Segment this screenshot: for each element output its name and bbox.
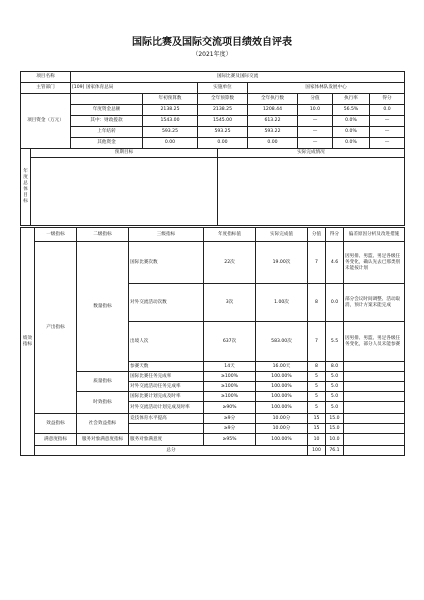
row-actual: 10.00分	[256, 424, 308, 434]
row-got: 10.0	[326, 434, 344, 446]
funds-cell: 0.0%	[333, 138, 370, 149]
h-l2: 二级指标	[77, 228, 129, 242]
row-reason	[344, 392, 405, 402]
funds-header-0	[71, 94, 143, 105]
funds-header-3: 全年执行数	[248, 94, 298, 105]
funds-cell: —	[298, 127, 333, 138]
row-reason	[344, 424, 405, 434]
row-actual: 16.00天	[256, 362, 308, 372]
funds-cell: 0.00	[143, 138, 198, 149]
row-score: 8	[308, 284, 326, 322]
funds-cell: —	[298, 116, 333, 127]
funds-cell: 56.5%	[333, 105, 370, 116]
social-label: 社会效益指标	[77, 414, 129, 434]
project-name-label: 项目名称	[21, 72, 71, 83]
row-name: 服务对象满意度	[129, 434, 204, 446]
row-name: 国际比赛计划完成及时率	[129, 392, 204, 402]
total-got: 76.1	[326, 446, 344, 456]
row-score: 8	[308, 362, 326, 372]
row-score: 15	[308, 414, 326, 424]
expected-text	[31, 158, 218, 226]
funds-cell: 其中：财政拨款	[71, 116, 143, 127]
row-reason	[344, 414, 405, 424]
funds-cell: 其他资金	[71, 138, 143, 149]
row-got: 15.0	[326, 424, 344, 434]
funds-cell: 0.0	[370, 105, 405, 116]
row-got: 4.6	[326, 242, 344, 284]
row-score: 15	[308, 424, 326, 434]
row-reason	[344, 362, 405, 372]
row-got: 0.0	[326, 284, 344, 322]
project-name: 国际比赛及国际交流	[71, 72, 405, 83]
row-target: ≥100%	[204, 382, 256, 392]
impl-label: 实施单位	[198, 83, 248, 94]
row-name: 国际比赛次数	[129, 242, 204, 284]
funds-cell: 10.0	[298, 105, 333, 116]
row-got: 5.0	[326, 382, 344, 392]
goals-label: 年度总体目标	[21, 149, 31, 226]
row-score: 5	[308, 372, 326, 382]
page-subtitle: （2021年度）	[192, 51, 232, 58]
page-title: 国际比赛及国际交流项目绩效自评表	[132, 37, 292, 48]
h-l1: 一级指标	[35, 228, 77, 242]
row-reason: 部分会议时间调整、活动取消，预计方案未能完成	[344, 284, 405, 322]
satisf-l2: 服务对象满意度指标	[77, 434, 129, 446]
funds-cell: 年度资金总额	[71, 105, 143, 116]
h-reason: 偏差原因分析及改进措施	[344, 228, 405, 242]
effect-label: 效益指标	[35, 414, 77, 434]
row-target: 22次	[204, 242, 256, 284]
row-reason: 因男排、男篮、男足各级任务变化，确认先去已那类别未能按计划	[344, 242, 405, 284]
row-target: 3次	[204, 284, 256, 322]
funds-header-1: 年初预算数	[143, 94, 198, 105]
total-score: 100	[308, 446, 326, 456]
funds-label: 项目资金（万元）	[21, 94, 71, 149]
row-name	[129, 424, 204, 434]
row-name: 竞技体育水平提高	[129, 414, 204, 424]
total-reason	[344, 446, 405, 456]
row-reason	[344, 382, 405, 392]
h-actual: 实际完成值	[256, 228, 308, 242]
dept-value: [109] 国家体育总局	[71, 83, 198, 94]
row-reason	[344, 434, 405, 446]
funds-cell: 上年结转	[71, 127, 143, 138]
row-target: ≥9分	[204, 414, 256, 424]
satisf-l1: 满意度指标	[35, 434, 77, 446]
row-name: 对外交流活动任务完成率	[129, 382, 204, 392]
funds-cell: 1545.00	[198, 116, 248, 127]
row-got: 8.0	[326, 362, 344, 372]
funds-cell: 0.0%	[333, 116, 370, 127]
funds-cell: —	[298, 138, 333, 149]
impl-value: 国家体林队发展中心	[248, 83, 405, 94]
h-got: 得分	[326, 228, 344, 242]
row-actual: 583.00次	[256, 322, 308, 362]
funds-cell: 2138.25	[143, 105, 198, 116]
funds-header-2: 全年预算数	[198, 94, 248, 105]
funds-header-5: 执行率	[333, 94, 370, 105]
row-score: 5	[308, 402, 326, 414]
actual-text	[218, 158, 405, 226]
funds-cell: 0.00	[248, 138, 298, 149]
row-actual: 19.00次	[256, 242, 308, 284]
row-target: ≥95%	[204, 434, 256, 446]
row-name: 对外交流活动次数	[129, 284, 204, 322]
funds-cell: 613.22	[248, 116, 298, 127]
row-actual: 100.00%	[256, 372, 308, 382]
dept-label: 主管部门	[21, 83, 71, 94]
qty-label: 数量指标	[77, 242, 129, 372]
qual-label: 质量指标	[77, 372, 129, 392]
total-label: 总分	[35, 446, 308, 456]
row-got: 5.0	[326, 402, 344, 414]
row-got: 5.0	[326, 372, 344, 382]
row-actual: 100.00%	[256, 392, 308, 402]
funds-cell: 593.22	[248, 127, 298, 138]
row-score: 5	[308, 382, 326, 392]
output-label: 产出指标	[35, 242, 77, 414]
perf-table	[20, 227, 405, 456]
row-got: 15.0	[326, 414, 344, 424]
row-score: 7	[308, 322, 326, 362]
row-name: 参赛天数	[129, 362, 204, 372]
actual-header: 实际完成情况	[218, 149, 405, 158]
h-l3: 三级指标	[129, 228, 204, 242]
row-reason	[344, 372, 405, 382]
funds-cell: 1208.44	[248, 105, 298, 116]
funds-header-6: 得分	[370, 94, 405, 105]
row-got: 5.0	[326, 392, 344, 402]
row-target: ≥90%	[204, 402, 256, 414]
row-score: 10	[308, 434, 326, 446]
funds-cell: 593.25	[143, 127, 198, 138]
funds-cell: —	[370, 116, 405, 127]
row-score: 7	[308, 242, 326, 284]
funds-cell: —	[370, 127, 405, 138]
funds-table	[20, 71, 405, 149]
goals-table	[20, 148, 405, 226]
row-reason: 因男排、男篮、男足各级任务变化，部分人员未能参赛	[344, 322, 405, 362]
row-got: 5.5	[326, 322, 344, 362]
funds-cell: —	[370, 138, 405, 149]
row-name: 对外交流活动计划完成及时率	[129, 402, 204, 414]
row-actual: 100.00%	[256, 434, 308, 446]
funds-cell: 2138.25	[198, 105, 248, 116]
row-name: 国际比赛任务完成率	[129, 372, 204, 382]
h-target: 年度指标值	[204, 228, 256, 242]
expected-header: 预期目标	[31, 149, 218, 158]
funds-cell: 593.25	[198, 127, 248, 138]
row-actual: 100.00%	[256, 382, 308, 392]
perf-group-label: 绩效指标	[21, 228, 35, 456]
row-actual: 1.00次	[256, 284, 308, 322]
row-target: 637次	[204, 322, 256, 362]
time-label: 时效指标	[77, 392, 129, 414]
row-reason	[344, 402, 405, 414]
row-name: 出境人次	[129, 322, 204, 362]
funds-header-4: 分值	[298, 94, 333, 105]
funds-cell: 1543.00	[143, 116, 198, 127]
funds-cell: 0.0%	[333, 127, 370, 138]
row-target: ≥100%	[204, 392, 256, 402]
funds-cell: 0.00	[198, 138, 248, 149]
h-score: 分值	[308, 228, 326, 242]
row-target: 14天	[204, 362, 256, 372]
row-target: ≥100%	[204, 372, 256, 382]
row-target: ≥9分	[204, 424, 256, 434]
row-score: 5	[308, 392, 326, 402]
row-actual: 100.00%	[256, 402, 308, 414]
row-actual: 10.00分	[256, 414, 308, 424]
